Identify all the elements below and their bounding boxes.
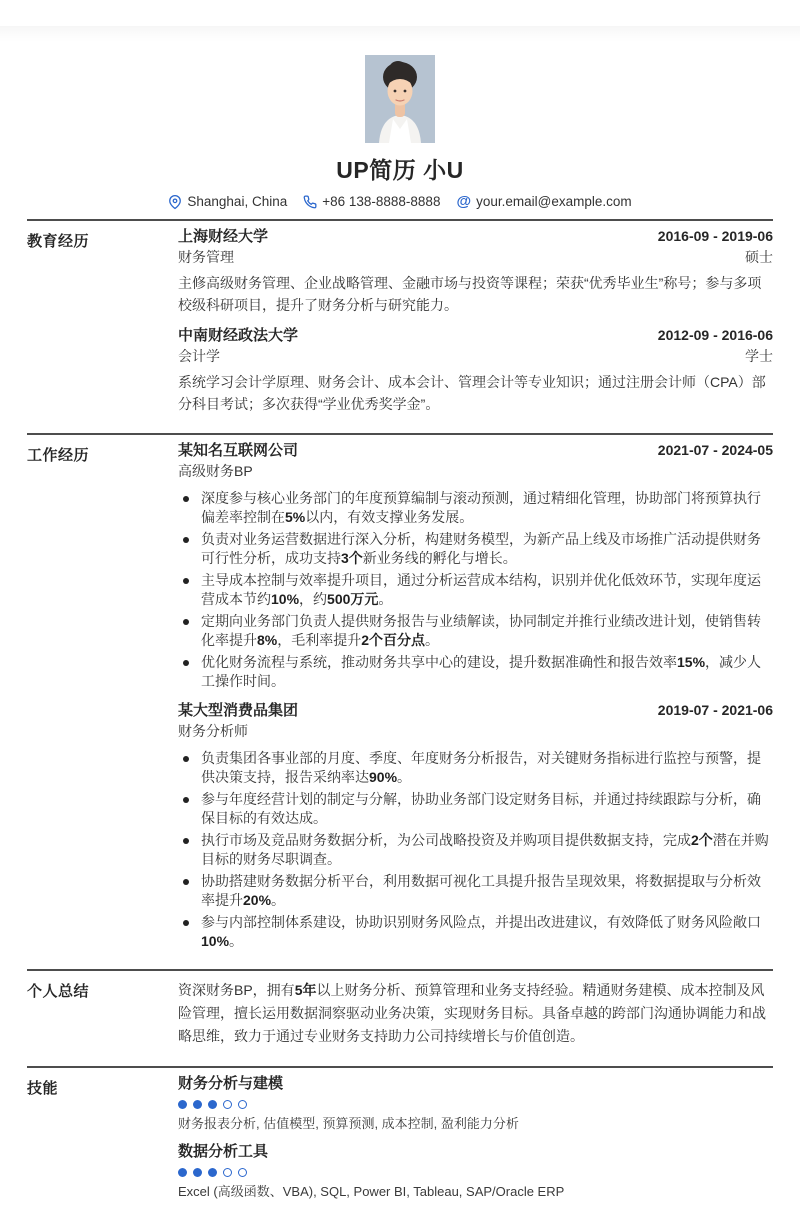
skill-item <box>178 1074 773 1133</box>
work-date: 2019-07 - 2021-06 <box>657 702 773 718</box>
company-name: 某大型消费品集团 <box>178 702 299 719</box>
education-entry <box>178 227 773 316</box>
bullet-item <box>178 749 773 787</box>
bullet-dot <box>183 920 189 926</box>
skill-name: 财务分析与建模 <box>178 1075 284 1092</box>
work-section-title: 工作经历 <box>27 447 90 464</box>
summary-section-title: 个人总结 <box>27 983 90 1000</box>
skill-name: 数据分析工具 <box>178 1143 269 1160</box>
work-subheader <box>178 462 773 481</box>
profile-photo <box>365 55 435 143</box>
bullet-item <box>178 612 773 650</box>
bullet-dot <box>183 838 189 844</box>
skill-keywords: Excel (高级函数、VBA), SQL, Power BI, Tableau, SAP/Oracle ERP <box>178 1184 565 1199</box>
bullet-text: 负责对业务运营数据进行深入分析，构建财务模型，为新产品上线及市场推广活动提供财务可行性分析，成功支持3个新业务线的孵化与增长。 <box>201 531 761 566</box>
section-skills <box>0 1068 800 1220</box>
bullet-dot <box>183 578 189 584</box>
degree-name: 学士 <box>745 348 773 364</box>
bullet-text: 优化财务流程与系统，推动财务共享中心的建设，提升数据准确性和报告效率15%，减少人工操作时间。 <box>201 654 762 689</box>
location-pin-icon <box>168 195 182 209</box>
phone-icon <box>303 195 317 209</box>
bullet-text: 定期向业务部门负责人提供财务报告与业绩解读，协同制定并推行业绩改进计划，使销售转化率提升8%，毛利率提升2个百分点。 <box>201 613 761 648</box>
work-bullet-list <box>178 749 773 951</box>
skill-dot-empty <box>238 1168 247 1177</box>
work-entries <box>178 441 773 951</box>
school-name: 中南财经政法大学 <box>178 327 299 344</box>
degree-name: 硕士 <box>745 249 773 265</box>
contact-email-text: your.email@example.com <box>476 194 632 209</box>
education-description: 系统学习会计学原理、财务会计、成本会计、管理会计等专业知识；通过注册会计师（CPA）部分科目考试；多次获得“学业优秀奖学金”。 <box>178 374 766 412</box>
education-subheader <box>178 347 773 366</box>
bullet-dot <box>183 660 189 666</box>
skill-dot-empty <box>223 1100 232 1109</box>
bullet-text: 主导成本控制与效率提升项目，通过分析运营成本结构，识别并优化低效环节，实现年度运营成本节约10%，约500万元。 <box>201 572 761 607</box>
education-section-title: 教育经历 <box>27 233 90 250</box>
bullet-dot <box>183 619 189 625</box>
education-entry-header <box>178 227 773 247</box>
education-date: 2012-09 - 2016-06 <box>657 327 773 343</box>
company-name: 某知名互联网公司 <box>178 442 299 459</box>
skill-dot-filled <box>193 1100 202 1109</box>
education-subheader <box>178 248 773 267</box>
skill-dot-filled <box>178 1168 187 1177</box>
skill-keywords: 财务报表分析, 估值模型, 预算预测, 成本控制, 盈利能力分析 <box>178 1116 519 1131</box>
section-summary <box>0 971 800 1058</box>
profile-photo-illustration <box>365 55 435 143</box>
skill-dot-filled <box>178 1100 187 1109</box>
work-date: 2021-07 - 2024-05 <box>657 442 773 458</box>
school-name: 上海财经大学 <box>178 228 269 245</box>
bullet-item <box>178 653 773 691</box>
work-entry-header <box>178 701 773 721</box>
resume-header <box>0 0 800 211</box>
section-education <box>0 221 800 425</box>
bullet-text: 深度参与核心业务部门的年度预算编制与滚动预测，通过精细化管理，协助部门将预算执行偏差率控制在5%以内，有效支撑业务发展。 <box>201 490 761 525</box>
contact-row <box>0 192 800 211</box>
education-entry <box>178 326 773 415</box>
skill-level-dots <box>178 1100 773 1109</box>
skills-section-title: 技能 <box>27 1080 59 1097</box>
contact-phone <box>303 192 440 211</box>
bullet-dot <box>183 537 189 543</box>
bullet-item <box>178 489 773 527</box>
bullet-dot <box>183 496 189 502</box>
contact-email <box>456 192 631 211</box>
bullet-dot <box>183 879 189 885</box>
education-entries <box>178 227 773 415</box>
bullet-dot <box>183 756 189 762</box>
skill-dot-filled <box>193 1168 202 1177</box>
bullet-item <box>178 831 773 869</box>
role-name: 高级财务BP <box>178 463 253 479</box>
bullet-text: 参与年度经营计划的制定与分解，协助业务部门设定财务目标，并通过持续跟踪与分析，确保目标的有效达成。 <box>201 791 761 826</box>
bullet-item <box>178 530 773 568</box>
work-entry <box>178 441 773 691</box>
contact-location-text: Shanghai, China <box>187 194 288 209</box>
skill-dot-empty <box>223 1168 232 1177</box>
skill-level-dots <box>178 1168 773 1177</box>
bullet-text: 负责集团各事业部的月度、季度、年度财务分析报告，对关键财务指标进行监控与预警，提供决策支持，报告采纳率达90%。 <box>201 750 761 785</box>
education-date: 2016-09 - 2019-06 <box>657 228 773 244</box>
contact-location <box>168 192 287 211</box>
role-name: 财务分析师 <box>178 723 248 739</box>
candidate-name: UP简历 小U <box>336 157 464 183</box>
email-at-icon: @ <box>456 193 472 210</box>
major-name: 会计学 <box>178 348 220 364</box>
bullet-text: 协助搭建财务数据分析平台，利用数据可视化工具提升报告呈现效果，将数据提取与分析效率提升20%。 <box>201 873 761 908</box>
skills-list <box>178 1074 773 1210</box>
work-subheader <box>178 722 773 741</box>
skill-item <box>178 1142 773 1201</box>
bullet-dot <box>183 797 189 803</box>
work-entry <box>178 701 773 951</box>
skill-dot-filled <box>208 1100 217 1109</box>
bullet-item <box>178 790 773 828</box>
bullet-item <box>178 913 773 951</box>
contact-phone-text: +86 138-8888-8888 <box>322 194 441 209</box>
bullet-item <box>178 571 773 609</box>
work-entry-header <box>178 441 773 461</box>
major-name: 财务管理 <box>178 249 234 265</box>
education-entry-header <box>178 326 773 346</box>
work-bullet-list <box>178 489 773 691</box>
skill-dot-filled <box>208 1168 217 1177</box>
summary-text: 资深财务BP，拥有5年以上财务分析、预算管理和业务支持经验。精通财务建模、成本控制及风险管理，擅长运用数据洞察驱动业务决策，实现财务目标。具备卓越的跨部门沟通协调能力和战略思维，致力于通过专业财务支持助力公司持续增长与价值创造。 <box>178 982 766 1044</box>
bullet-text: 执行市场及竞品财务数据分析，为公司战略投资及并购项目提供数据支持，完成2个潜在并购目标的财务尽职调查。 <box>201 832 769 867</box>
education-description: 主修高级财务管理、企业战略管理、金融市场与投资等课程；荣获“优秀毕业生”称号；参与多项校级科研项目，提升了财务分析与研究能力。 <box>178 275 762 313</box>
bullet-text: 参与内部控制体系建设，协助识别财务风险点，并提出改进建议，有效降低了财务风险敞口10%。 <box>201 914 761 949</box>
section-work <box>0 435 800 961</box>
skill-dot-empty <box>238 1100 247 1109</box>
bullet-item <box>178 872 773 910</box>
